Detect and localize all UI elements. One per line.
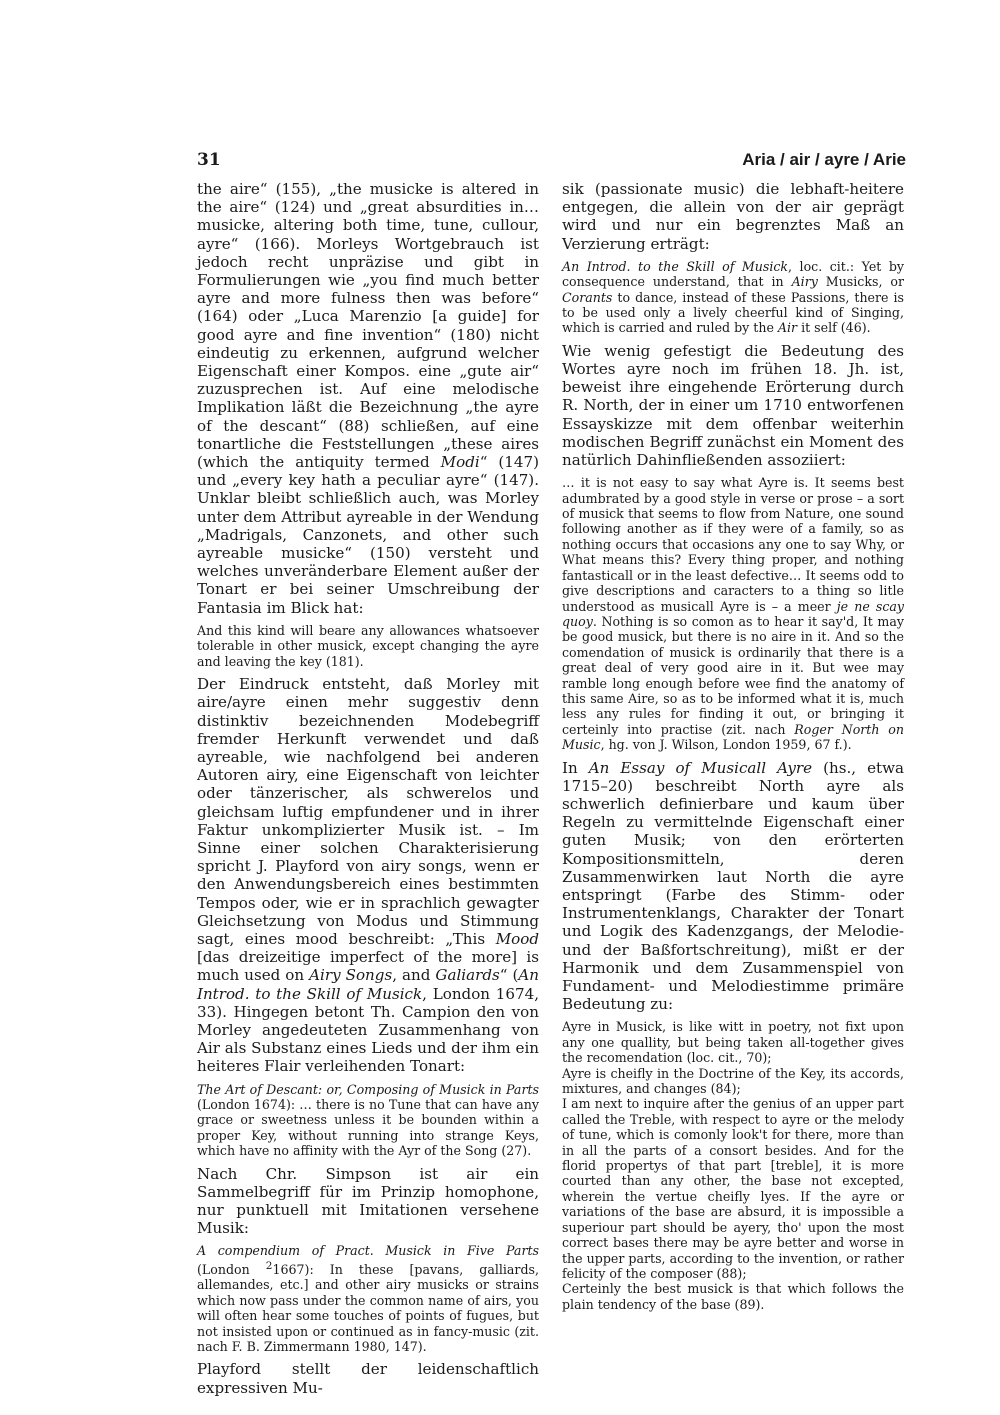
paragraph: Nach Chr. Simpson ist air ein Sammelbegriff für im Prinzip homophone, nur punktuell mit Imitationen versehene Musik: xyxy=(197,1164,539,1238)
page-header xyxy=(197,150,906,174)
block-quote: The Art of Descant: or, Composing of Musick in Parts (London 1674): … there is no Tune that can have any grace or sweetness unless it be bounden within a proper Key, without running into strange Keys, which have no affinity with the Ayr of the Song (27). xyxy=(197,1081,539,1159)
paragraph: sik (passionate music) die lebhaft-heitere entgegen, die allein von der air geprägt wird und nur ein begrenztes Maß an Verzierung erträgt: xyxy=(562,180,904,253)
paragraph: In An Essay of Musicall Ayre (hs., etwa 1715–20) beschreibt North ayre als schwerlich definierbare und kaum über Regeln zu vermittelnde Eigenschaft einer guten Musik; von den erörterten Kompositionsmitteln, deren Zusammenwirken laut North die ayre entspringt (Farbe des Stimm- oder Instrumentenklangs, Charakter der Tonart und Logik des Kadenzgangs, der Melodie- und der Baßfortschreitung), mißt er der Harmonik und dem Zusammenspiel von Fundament- und Melodiestimme primäre Bedeutung zu: xyxy=(562,758,905,1014)
block-quote xyxy=(562,1019,904,1312)
block-quote: A compendium of Pract. Musick in Five Parts (London $^2$1667): In these [pavans, galliards, allemandes, etc.] and other airy musicks or strains which now pass under the common name of airs, you will often hear some touches of points of fugues, but not insisted upon or continued as in fancy-music (zit. nach F. B. Zimmermann 1980, 147). xyxy=(197,1243,539,1355)
quote-line: Certeinly the best musick is that which follows the plain tendency of the base (89). xyxy=(562,1281,904,1312)
paragraph: the aire“ (155), „the musicke is altered in the aire“ (124) und „great absurdities in… musicke, altering both time, tune, cullour, ayre“ (166). Morleys Wortgebrauch ist jedoch recht unpräzise und gibt in Formulierungen wie „you find much better ayre and more fulness then was before“ (164) oder „Luca Marenzio [a guide] for good ayre and fine invention“ (180) nicht eindeutig zu erkennen, aufgrund welcher Eigenschaft einer Kompos. eine „gute air“ zuzusprechen ist. Auf eine melodische Implikation läßt die Bezeichnung „the ayre of the descant“ (88) schließen, auf eine tonartliche die Feststellungen „these aires (which the antiquity termed Modi“ (147) und „every key hath a peculiar ayre“ (147). Unklar bleibt schließlich auch, was Morley unter dem Attribut ayreable in der Wendung „Madrigals, Canzonets, and other such ayreable musicke“ (150) versteht und welches unveränderbare Element außer der Tonart er bei seiner Umschreibung der Fantasia im Blick hat: xyxy=(197,180,539,617)
paragraph: Der Eindruck entsteht, daß Morley mit aire/ayre einen mehr suggestiv denn distinktiv bezeichnenden Modebegriff fremder Herkunft verwendet und daß ayreable, wie nachfolgend bei anderen Autoren airy, eine Eigenschaft von leichter oder tänzerischer, als schwerelos und gleichsam luftig empfundener und in ihrer Faktur unkomplizierter Musik ist. – Im Sinne einer solchen Charakterisierung spricht J. Playford von airy songs, wenn er den Anwendungsbereich eines bestimmten Tempos oder, wie er in sprachlich gewagter Gleichsetzung von Modus und Stimmung sagt, eines mood beschreibt: „This Mood [das dreizeitige imperfect of the more] is much used on Airy Songs, and Galiards“ (An Introd. to the Skill of Musick, London 1674, 33). Hingegen betont Th. Campion den von Morley angedeuteten Zusammenhang von Air als Substanz eines Lieds und der ihm ein heiteres Flair verleihenden Tonart: xyxy=(197,675,539,1076)
block-quote: An Introd. to the Skill of Musick, loc. cit.: Yet by consequence understand, that in Airy Musicks, or Corants to dance, instead of these Passions, there is to be used only a lively cheerful kind of Singing, which is carried and ruled by the Air it self (46). xyxy=(562,258,905,336)
block-quote: And this kind will beare any allowances whatsoever tolerable in other musick, except changing the ayre and leaving the key (181). xyxy=(197,622,539,669)
quote-line: I am next to inquire after the genius of an upper part called the Treble, with respect to ayre or the melody of tune, which is comonly look't for there, more than in all the parts of a consort besides. And for the florid propertys of that part [treble], it is more courted than any other, the base not excepted, wherein the vertue cheifly lyes. If the ayre or variations of the base are absurd, it is impossible a superiour part should be ayery, tho' upon the most correct bases there may be ayre better and worse in the upper parts, according to the invention, or rather felicity of the composer (88); xyxy=(562,1096,904,1281)
quote-line: Ayre in Musick, is like witt in poetry, not fixt upon any one quallity, but being taken all-together gives the recomendation (loc. cit., 70); xyxy=(562,1019,904,1066)
block-quote: … it is not easy to say what Ayre is. It seems best adumbrated by a good style in verse or prose – a sort of musick that seems to flow from Nature, one sound following another as if they were of a family, so as nothing occurs that occasions any one to say Why, or What means this? Every thing proper, and nothing fantasticall or in the least defective… It seems odd to give descriptions and caracters to a thing so litle understood as musicall Ayre is – a meer je ne scay quoy. Nothing is so comon as to hear it say'd, It may be good musick, but there is no aire in it. And so the comendation of musick is ordinarily that there is a great deal of very good aire in it. But wee may ramble long enough before wee find the anatomy of this same Aire, so as to be informed what it is, much less any rules for finding it out, or bringing it certeinly into practise (zit. nach Roger North on Music, hg. von J. Wilson, London 1959, 67 f.). xyxy=(562,475,905,753)
running-title: Aria / air / ayre / Arie xyxy=(742,150,906,169)
quote-line: Ayre is cheifly in the Doctrine of the Key, its accords, mixtures, and changes (84); xyxy=(562,1065,904,1097)
right-column xyxy=(562,180,904,1312)
left-column xyxy=(197,180,539,1397)
page-number: 31 xyxy=(197,150,221,170)
paragraph: Wie wenig gefestigt die Bedeutung des Wortes ayre noch im frühen 18. Jh. ist, beweist ihre eingehende Erörterung durch R. North, der in einer um 1710 entworfenen Essayskizze mit dem offenbar weiterhin modischen Begriff zunächst ein Moment des natürlich Dahinfließenden assoziiert: xyxy=(562,341,904,470)
paragraph: Playford stellt der leidenschaftlich expressiven Mu- xyxy=(197,1360,539,1397)
